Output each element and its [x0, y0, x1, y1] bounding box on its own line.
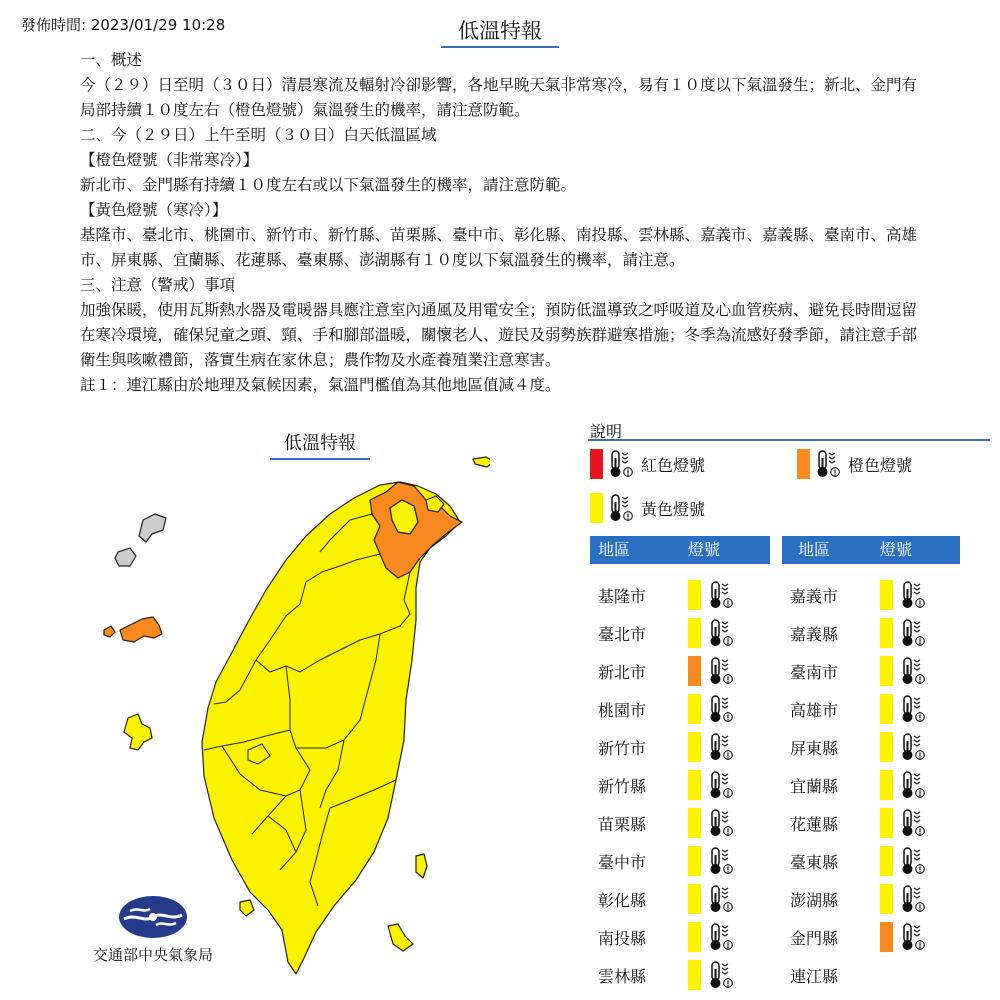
table-row — [790, 690, 933, 728]
bulletin-paragraph: 加強保暖，使用瓦斯熱水器及電暖器具應注意室內通風及用電安全；預防低溫導致之呼吸道及心血管疾病、避免長時間逗留在寒冷環境，確保兒童之頭、頸、手和腳部溫暖，關懷老人、遊民及弱勢族群避寒措施；冬季為流感好發季節，請注意手部衛生與咳嗽禮節，落實生病在家休息；農作物及水產養殖業注意寒害。 — [80, 301, 918, 369]
map-island — [240, 900, 254, 916]
table-row — [598, 728, 741, 766]
signal-swatch — [688, 922, 701, 952]
table-row — [790, 576, 933, 614]
legend-swatch — [590, 449, 603, 479]
bulletin-paragraph: 今（２９）日至明（３０日）清晨寒流及輻射冷卻影響，各地早晚天氣非常寒冷，易有１０度以下氣溫發生；新北、金門有局部持續１０度左右（橙色燈號）氣溫發生的機率，請注意防範。 — [80, 76, 918, 119]
signal-swatch — [880, 618, 893, 648]
signal-swatch — [880, 580, 893, 610]
column-header-signal: 燈號 — [688, 540, 721, 559]
bulletin-heading: 三、注意（警戒）事項 — [80, 276, 236, 294]
signal-swatch — [688, 770, 701, 800]
region-name: 新竹市 — [598, 738, 647, 758]
page-title: 低溫特報 — [441, 18, 559, 48]
bulletin-note: 註１：連江縣由於地理及氣候因素，氣溫門檻值為其他地區值減４度。 — [80, 376, 561, 394]
region-name: 金門縣 — [790, 928, 839, 948]
region-name: 臺南市 — [790, 662, 839, 682]
table-row — [790, 728, 933, 766]
thermometer-icon — [899, 580, 927, 610]
table-header-left — [590, 536, 770, 564]
map-island — [416, 854, 427, 878]
map-matsu — [139, 514, 166, 542]
region-name: 臺北市 — [598, 624, 647, 644]
legend-yellow — [590, 493, 705, 523]
bulletin-text — [80, 48, 920, 398]
table-row — [790, 880, 933, 918]
region-name: 花蓮縣 — [790, 814, 839, 834]
table-row — [598, 652, 741, 690]
thermometer-icon — [707, 922, 735, 952]
map-new-taipei — [370, 482, 462, 578]
thermometer-icon — [707, 580, 735, 610]
table-row — [598, 690, 741, 728]
region-name: 澎湖縣 — [790, 890, 839, 910]
thermometer-icon — [899, 770, 927, 800]
thermometer-icon — [899, 808, 927, 838]
thermometer-icon — [707, 770, 735, 800]
table-row — [598, 918, 741, 956]
table-row — [790, 614, 933, 652]
region-name: 連江縣 — [790, 966, 839, 986]
thermometer-icon — [707, 694, 735, 724]
thermometer-icon — [707, 884, 735, 914]
table-row — [598, 842, 741, 880]
signal-swatch — [688, 960, 701, 990]
region-name: 臺東縣 — [790, 852, 839, 872]
signal-swatch — [688, 808, 701, 838]
thermometer-icon — [899, 694, 927, 724]
table-row — [598, 956, 741, 994]
thermometer-icon — [707, 808, 735, 838]
signal-swatch — [880, 694, 893, 724]
bulletin-heading: 一、概述 — [80, 51, 143, 69]
thermometer-icon — [899, 846, 927, 876]
legend-divider — [588, 439, 990, 441]
signal-swatch — [880, 922, 893, 952]
signal-swatch — [688, 694, 701, 724]
signal-swatch — [880, 846, 893, 876]
thermometer-icon — [707, 960, 735, 990]
bulletin-heading: 二、今（２９日）上午至明（３０日）白天低溫區域 — [80, 126, 437, 144]
bulletin-subheading: 【黃色燈號（寒冷）】 — [80, 201, 228, 219]
signal-swatch — [688, 884, 701, 914]
column-header-region: 地區 — [798, 540, 831, 559]
thermometer-icon — [607, 493, 635, 523]
map-title: 低溫特報 — [270, 432, 370, 460]
table-header-right — [782, 536, 960, 564]
region-name: 新北市 — [598, 662, 647, 682]
thermometer-icon — [899, 732, 927, 762]
legend-label: 橙色燈號 — [848, 455, 913, 475]
region-name: 雲林縣 — [598, 966, 647, 986]
region-name: 南投縣 — [598, 928, 647, 948]
bulletin-paragraph: 基隆市、臺北市、桃園市、新竹市、新竹縣、苗栗縣、臺中市、彰化縣、南投縣、雲林縣、嘉義市、嘉義縣、臺南市、高雄市、屏東縣、宜蘭縣、花蓮縣、臺東縣、澎湖縣有１０度以下氣溫發生的機率，請注意。 — [80, 226, 918, 269]
map-kinmen — [104, 626, 115, 637]
region-name: 彰化縣 — [598, 890, 647, 910]
region-name: 嘉義縣 — [790, 624, 839, 644]
region-name: 高雄市 — [790, 700, 839, 720]
legend-label: 紅色燈號 — [641, 455, 706, 475]
thermometer-icon — [899, 884, 927, 914]
thermometer-icon — [899, 656, 927, 686]
thermometer-icon — [899, 618, 927, 648]
region-name: 新竹縣 — [598, 776, 647, 796]
map-kinmen — [120, 617, 162, 642]
region-name: 屏東縣 — [790, 738, 839, 758]
signal-swatch — [688, 618, 701, 648]
signal-swatch — [880, 732, 893, 762]
table-row — [598, 614, 741, 652]
legend-red — [590, 449, 705, 479]
table-row — [790, 956, 880, 994]
signal-swatch — [688, 580, 701, 610]
signal-swatch — [688, 846, 701, 876]
map-island — [473, 457, 490, 467]
region-name: 宜蘭縣 — [790, 776, 839, 796]
cwb-logo-icon — [118, 895, 188, 939]
table-row — [598, 804, 741, 842]
thermometer-icon — [707, 656, 735, 686]
signal-swatch — [880, 884, 893, 914]
table-row — [598, 766, 741, 804]
signal-swatch — [880, 656, 893, 686]
column-header-signal: 燈號 — [880, 540, 913, 559]
region-name: 臺中市 — [598, 852, 647, 872]
signal-swatch — [688, 732, 701, 762]
signal-swatch — [880, 808, 893, 838]
agency-name: 交通部中央氣象局 — [92, 946, 213, 964]
column-header-region: 地區 — [598, 540, 631, 559]
legend-title: 說明 — [590, 422, 623, 441]
thermometer-icon — [707, 846, 735, 876]
region-name: 嘉義市 — [790, 586, 839, 606]
region-name: 苗栗縣 — [598, 814, 647, 834]
thermometer-icon — [899, 922, 927, 952]
thermometer-icon — [707, 618, 735, 648]
table-row — [598, 880, 741, 918]
table-row — [790, 918, 933, 956]
region-name: 基隆市 — [598, 586, 647, 606]
table-row — [598, 576, 741, 614]
signal-swatch — [880, 770, 893, 800]
legend-orange — [797, 449, 912, 479]
bulletin-paragraph: 新北市、金門縣有持續１０度左右或以下氣溫發生的機率，請注意防範。 — [80, 176, 577, 194]
signal-swatch — [688, 656, 701, 686]
map-matsu — [115, 548, 136, 566]
thermometer-icon — [707, 732, 735, 762]
legend-swatch — [590, 493, 603, 523]
region-name: 桃園市 — [598, 700, 647, 720]
table-row — [790, 804, 933, 842]
table-row — [790, 652, 933, 690]
table-row — [790, 766, 933, 804]
bulletin-subheading: 【橙色燈號（非常寒冷）】 — [80, 151, 259, 169]
legend-swatch — [797, 449, 810, 479]
legend-label: 黃色燈號 — [641, 499, 706, 519]
thermometer-icon — [607, 449, 635, 479]
map-penghu — [124, 714, 152, 750]
table-row — [790, 842, 933, 880]
thermometer-icon — [814, 449, 842, 479]
issued-time: 發佈時間: 2023/01/29 10:28 — [21, 16, 226, 34]
map-island — [388, 924, 413, 951]
